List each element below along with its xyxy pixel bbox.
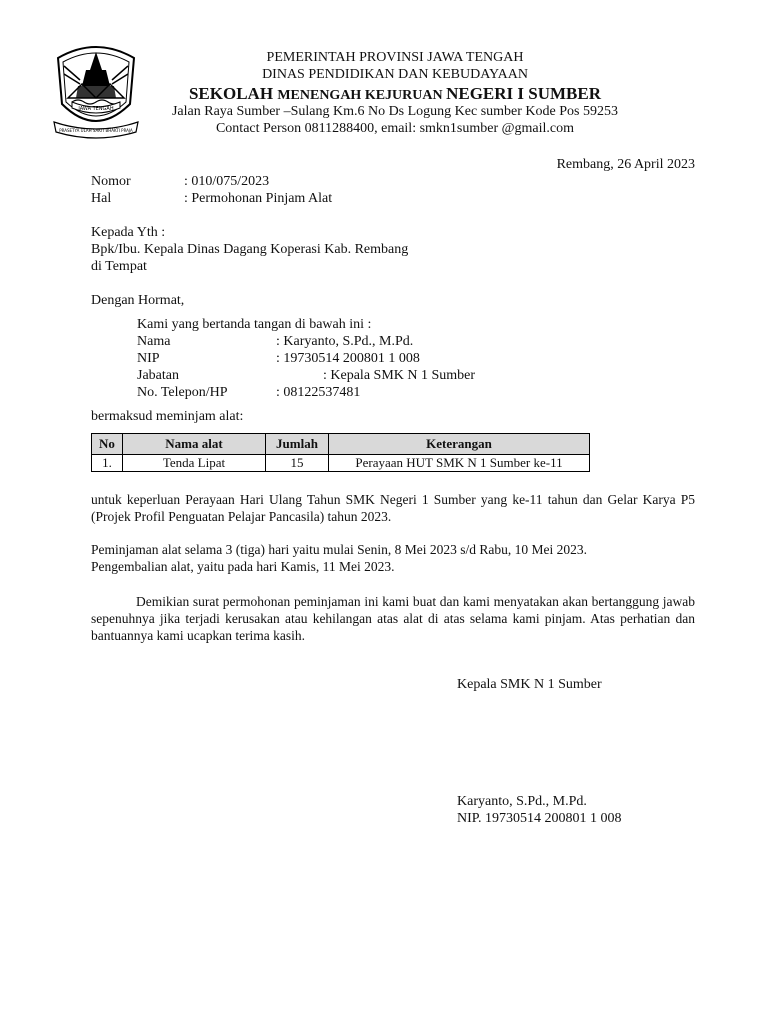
header-keterangan: Keterangan bbox=[329, 434, 590, 455]
table-row bbox=[92, 455, 590, 472]
school-name-part-a: SEKOLAH bbox=[188, 84, 278, 103]
field-value-telepon: : 08122537481 bbox=[276, 385, 361, 400]
field-label-nip: NIP bbox=[137, 351, 160, 366]
nomor-value: : 010/075/2023 bbox=[184, 174, 270, 189]
greeting: Dengan Hormat, bbox=[91, 293, 185, 308]
recipient-line3: di Tempat bbox=[91, 259, 147, 274]
field-value-jabatan: : Kepala SMK N 1 Sumber bbox=[323, 368, 476, 383]
nomor-label: Nomor bbox=[91, 174, 131, 189]
logo-ribbon-bottom-text: PRASETYA ULAH SAKTI BHAKTI PRAJA bbox=[59, 128, 133, 133]
header-contact: Contact Person 0811288400, email: smkn1sumber @gmail.com bbox=[215, 121, 575, 136]
recipient-line2: Bpk/Ibu. Kepala Dinas Dagang Koperasi Kab. Rembang bbox=[91, 242, 409, 257]
signature-name: Karyanto, S.Pd., M.Pd. bbox=[457, 794, 587, 809]
header-no: No bbox=[92, 434, 123, 455]
field-label-telepon: No. Telepon/HP bbox=[137, 385, 228, 400]
hal-value: : Permohonan Pinjam Alat bbox=[184, 191, 333, 206]
cell-no: 1. bbox=[92, 455, 123, 472]
place-date: Rembang, 26 April 2023 bbox=[556, 157, 695, 172]
header-address: Jalan Raya Sumber –Sulang Km.6 No Ds Logung Kec sumber Kode Pos 59253 bbox=[171, 104, 618, 119]
period-line1: Peminjaman alat selama 3 (tiga) hari yaitu mulai Senin, 8 Mei 2023 s/d Rabu, 10 Mei 2023. bbox=[91, 542, 588, 557]
header-government-line: PEMERINTAH PROVINSI JAWA TENGAH bbox=[266, 50, 524, 65]
equipment-table bbox=[91, 433, 590, 472]
period-line2: Pengembalian alat, yaitu pada hari Kamis, 11 Mei 2023. bbox=[91, 559, 395, 574]
field-value-nama: : Karyanto, S.Pd., M.Pd. bbox=[276, 334, 414, 349]
signature-nip: NIP. 19730514 200801 1 008 bbox=[457, 811, 622, 826]
header-nama-alat: Nama alat bbox=[123, 434, 266, 455]
school-name-part-c: NEGERI I SUMBER bbox=[446, 84, 602, 103]
header-department-line: DINAS PENDIDIKAN DAN KEBUDAYAAN bbox=[262, 67, 528, 82]
cell-keterangan: Perayaan HUT SMK N 1 Sumber ke-11 bbox=[329, 455, 590, 472]
field-value-nip: : 19730514 200801 1 008 bbox=[276, 351, 420, 366]
intro-line: Kami yang bertanda tangan di bawah ini : bbox=[137, 317, 372, 332]
school-name-part-b: MENENGAH KEJURUAN bbox=[277, 88, 447, 103]
table-header-row bbox=[92, 434, 590, 455]
closing-paragraph: Demikian surat permohonan peminjaman ini kami buat dan kami menyatakan akan bertanggung jawab sepenuhnya jika terjadi kerusakan atau kehilangan atas alat di atas selama kami pinjam. Atas perhatian dan bantuannya kami ucapkan terima kasih. bbox=[91, 594, 695, 643]
hal-label: Hal bbox=[91, 191, 112, 206]
field-label-jabatan: Jabatan bbox=[137, 368, 179, 383]
logo-ribbon-top-text: JAWA TENGAH bbox=[78, 106, 114, 112]
header-jumlah: Jumlah bbox=[266, 434, 329, 455]
recipient-line1: Kepada Yth : bbox=[91, 225, 166, 240]
field-label-nama: Nama bbox=[137, 334, 171, 349]
cell-jumlah: 15 bbox=[266, 455, 329, 472]
signature-title: Kepala SMK N 1 Sumber bbox=[457, 677, 602, 692]
jawa-tengah-emblem-logo bbox=[50, 40, 142, 140]
header-school-name bbox=[140, 84, 650, 104]
purpose-paragraph: untuk keperluan Perayaan Hari Ulang Tahun SMK Negeri 1 Sumber yang ke-11 tahun dan Gelar Karya P5 (Projek Profil Penguatan Pelajar Pancasila) tahun 2023. bbox=[91, 492, 695, 524]
cell-nama-alat: Tenda Lipat bbox=[123, 455, 266, 472]
borrow-line: bermaksud meminjam alat: bbox=[91, 409, 244, 424]
